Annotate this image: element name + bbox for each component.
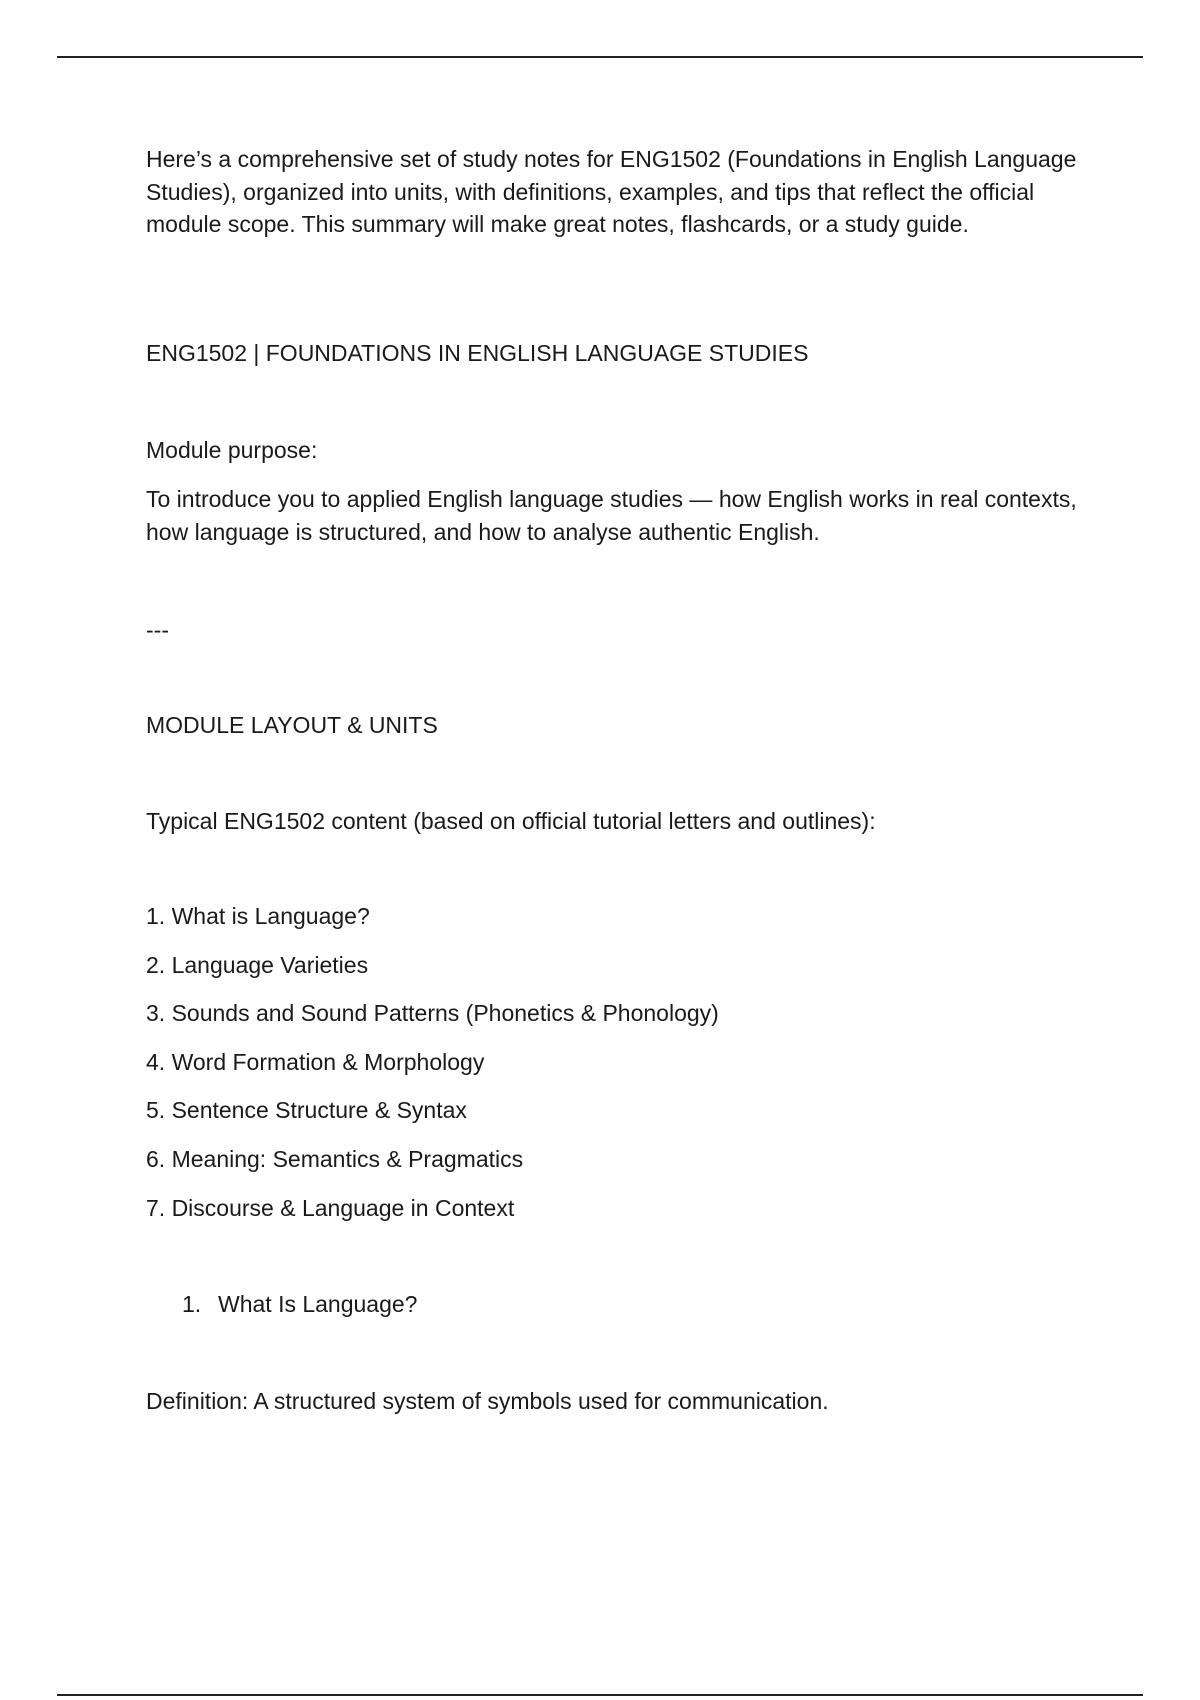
unit-list-item: 3. Sounds and Sound Patterns (Phonetics & Phonology) <box>146 1000 719 1027</box>
module-layout-intro: Typical ENG1502 content (based on official tutorial letters and outlines): <box>146 808 876 834</box>
unit-list-item: 4. Word Formation & Morphology <box>146 1048 485 1075</box>
unit-list-item: 2. Language Varieties <box>146 951 369 978</box>
module-purpose-text: To introduce you to applied English language studies — how English works in real contexts, how language is structured, and how to analyse authentic English. <box>146 486 1077 545</box>
intro-paragraph: Here’s a comprehensive set of study notes for ENG1502 (Foundations in English Language Studies), organized into units, with definitions, examples, and tips that reflect the official module scope. This summary will make great notes, flashcards, or a study guide. <box>146 146 1077 237</box>
document-title: ENG1502 | FOUNDATIONS IN ENGLISH LANGUAGE STUDIES <box>146 340 809 366</box>
section-title: What Is Language? <box>218 1291 418 1317</box>
bottom-divider <box>57 1694 1143 1696</box>
unit-list-item: 1. What is Language? <box>146 903 370 929</box>
unit-list-item: 5. Sentence Structure & Syntax <box>146 1097 467 1124</box>
section-separator: --- <box>146 617 169 643</box>
section-number: 1. <box>182 1291 202 1317</box>
module-layout-heading: MODULE LAYOUT & UNITS <box>146 712 438 738</box>
unit-list-item: 7. Discourse & Language in Context <box>146 1194 515 1221</box>
section-heading-what-is-language <box>182 1288 417 1321</box>
top-divider <box>57 56 1143 58</box>
module-purpose-label: Module purpose: <box>146 437 318 463</box>
unit-list <box>146 900 719 1240</box>
unit-list-item: 6. Meaning: Semantics & Pragmatics <box>146 1145 524 1172</box>
language-definition: Definition: A structured system of symbols used for communication. <box>146 1388 829 1414</box>
